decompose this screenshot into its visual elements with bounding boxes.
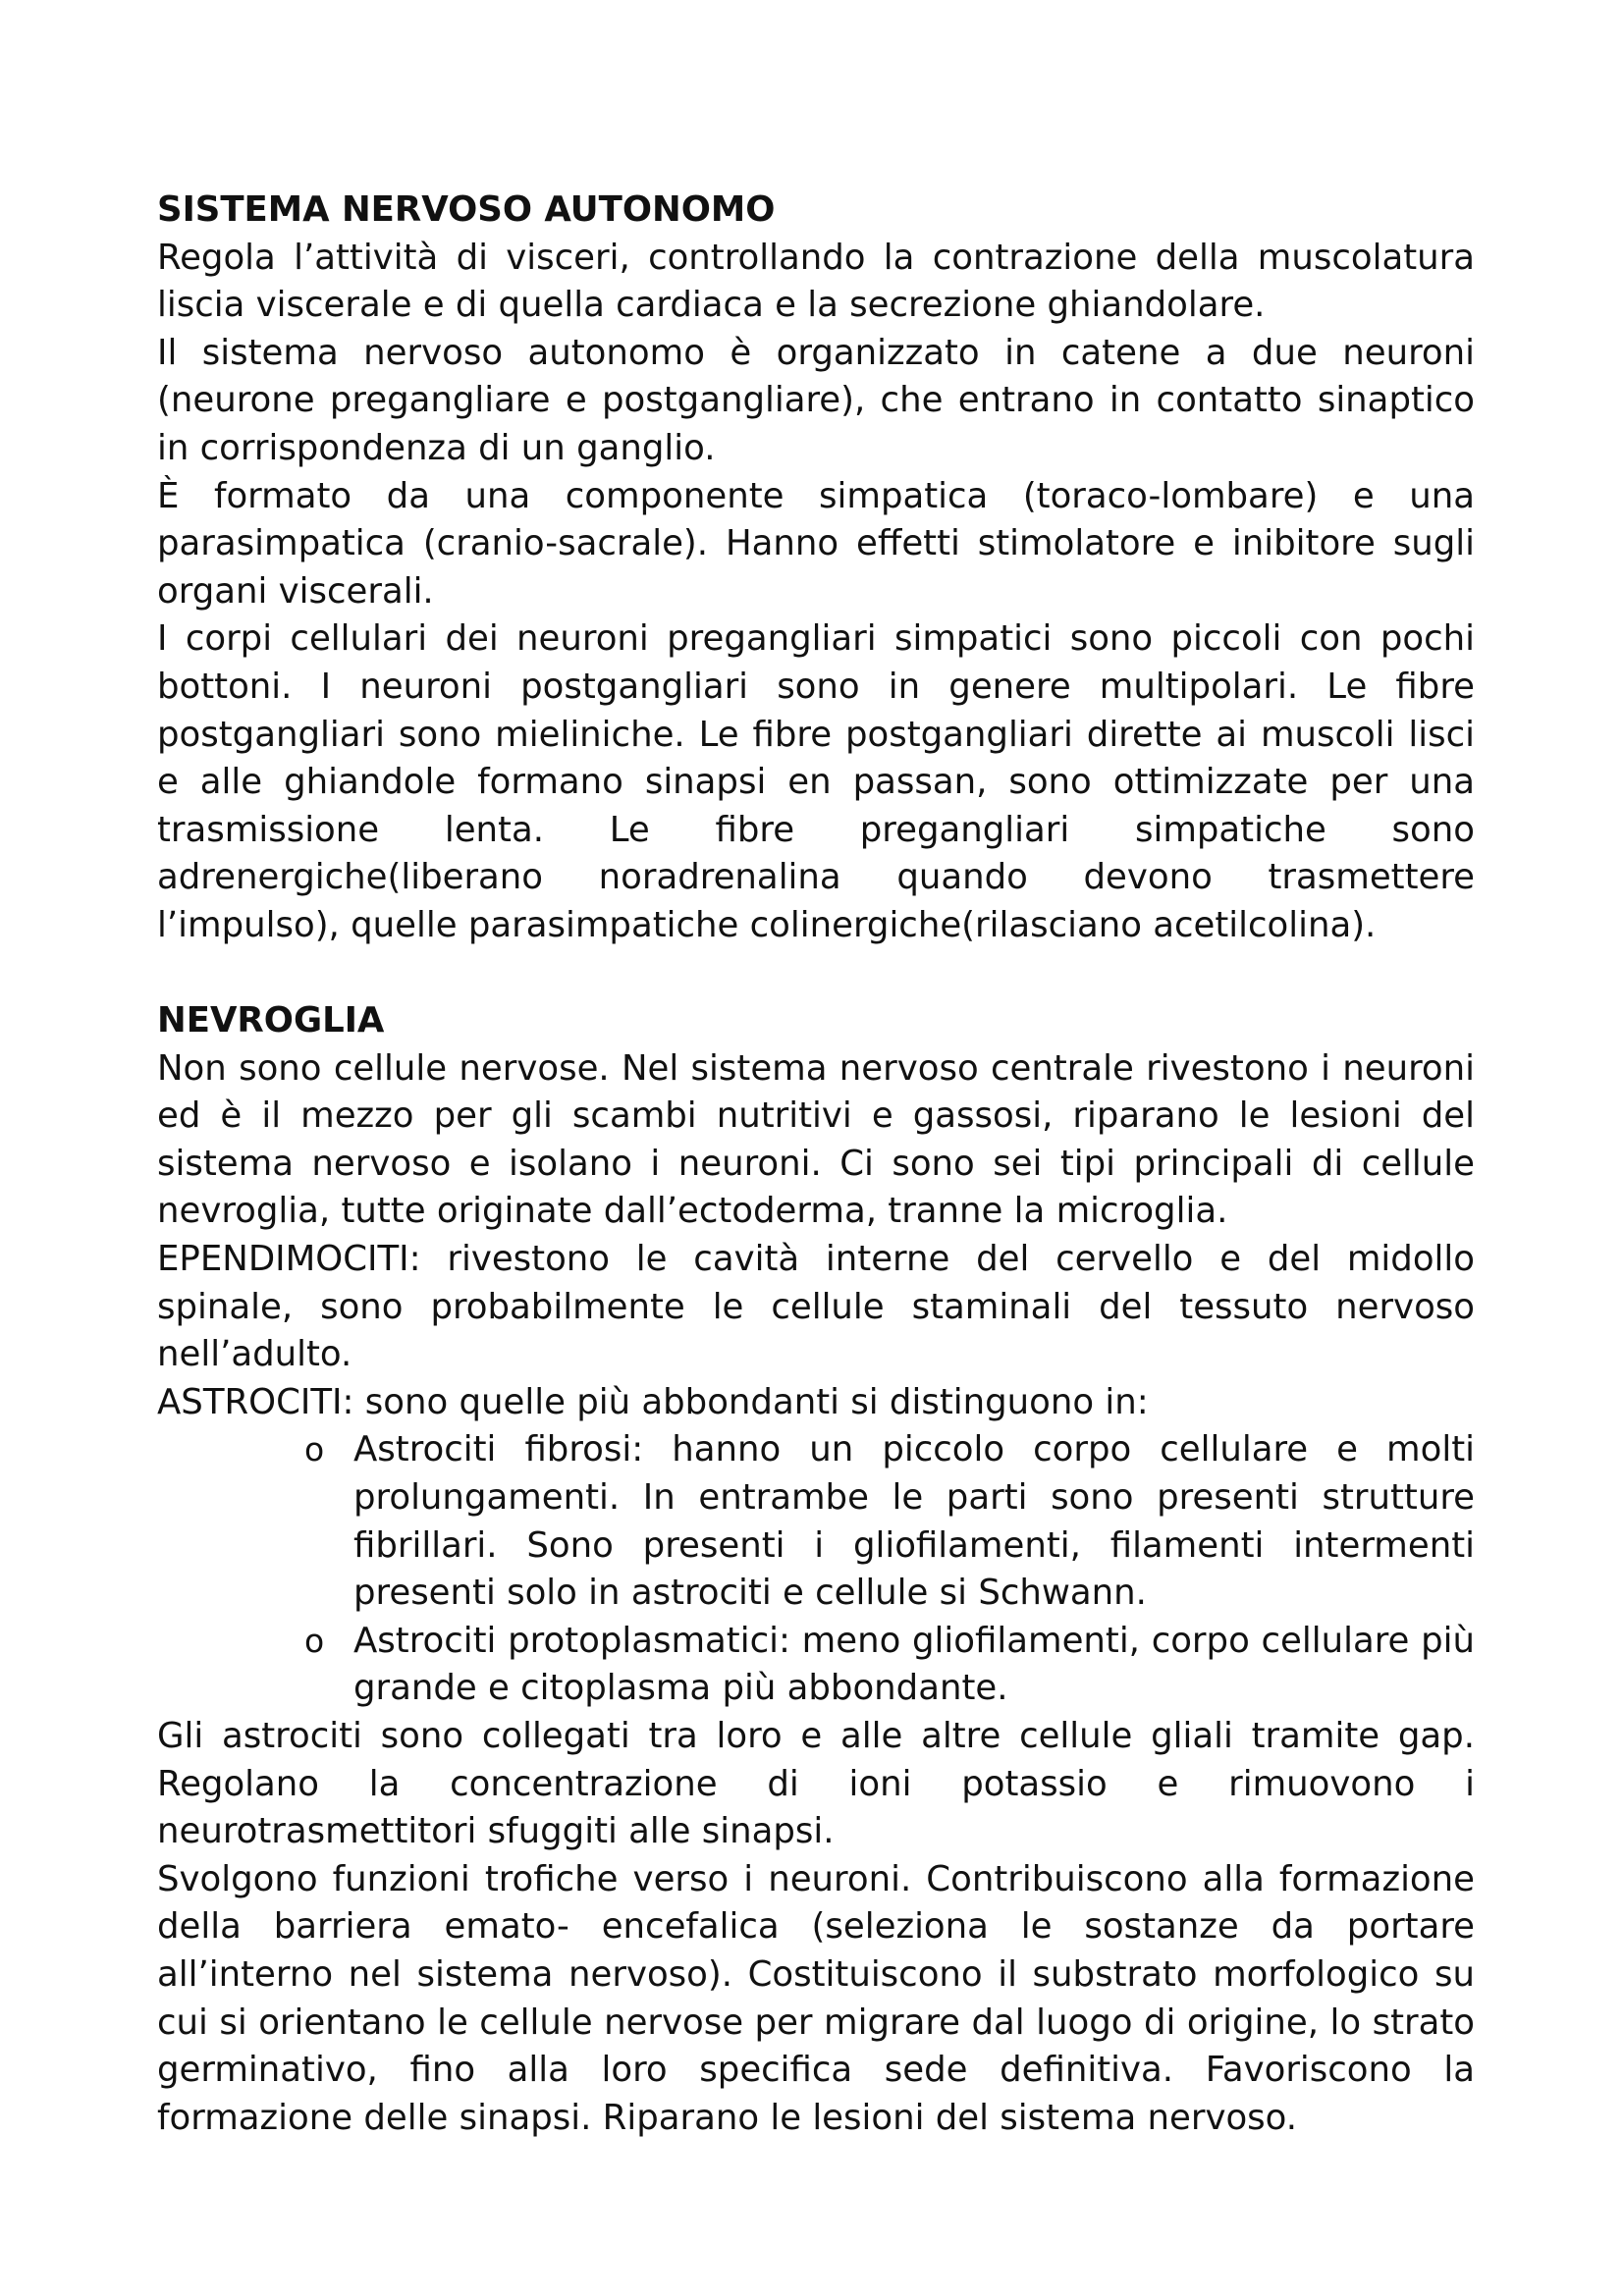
paragraph: I corpi cellulari dei neuroni pregangliari simpatici sono piccoli con pochi bottoni. I neuroni postgangliari sono in genere multipolari. Le fibre postgangliari sono mieliniche. Le fibre postgangliari dirette ai muscoli lisci e alle ghiandole formano sinapsi en passan, sono ottimizzate per una trasmissione lenta. Le fibre pregangliari simpatiche sono adrenergiche(liberano noradrenalina quando devono trasmettere l’impulso), quelle parasimpatiche colinergiche(rilasciano acetilcolina).	[157, 618, 1475, 945]
section-title-sistema-nervoso-autonomo: SISTEMA NERVOSO AUTONOMO	[157, 189, 776, 230]
bullet-marker: o	[304, 1621, 325, 1660]
section-title-nevroglia: NEVROGLIA	[157, 1000, 385, 1041]
list-item	[304, 1426, 1475, 1617]
list-item-text: Astrociti protoplasmatici: meno gliofilamenti, corpo cellulare più grande e citoplasma più abbondante.	[353, 1620, 1475, 1709]
paragraph: Non sono cellule nervose. Nel sistema nervoso centrale rivestono i neuroni ed è il mezzo per gli scambi nutritivi e gassosi, riparano le lesioni del sistema nervoso e isolano i neuroni. Ci sono sei tipi principali di cellule nevroglia, tutte originate dall’ectoderma, tranne la microglia.	[157, 1047, 1475, 1232]
paragraph: È formato da una componente simpatica (toraco-lombare) e una parasimpatica (cranio-sacrale). Hanno effetti stimolatore e inibitore sugli organi viscerali.	[157, 475, 1475, 612]
list-item-text: Astrociti fibrosi: hanno un piccolo corpo cellulare e molti prolungamenti. In entrambe le parti sono presenti strutture fibrillari. Sono presenti i gliofilamenti, filamenti intermenti presenti solo in astrociti e cellule si Schwann.	[353, 1429, 1475, 1614]
astrociti-list	[157, 1426, 1475, 1713]
bullet-marker: o	[304, 1430, 325, 1469]
document-page	[157, 187, 1475, 2142]
paragraph: Il sistema nervoso autonomo è organizzato in catene a due neuroni (neurone pregangliare e postgangliare), che entrano in contatto sinaptico in corrispondenza di un ganglio.	[157, 332, 1475, 468]
paragraph: ASTROCITI: sono quelle più abbondanti si distinguono in:	[157, 1381, 1149, 1422]
section-spacer	[157, 950, 1475, 998]
paragraph: Gli astrociti sono collegati tra loro e alle altre cellule gliali tramite gap. Regolano la concentrazione di ioni potassio e rimuovono i neurotrasmettitori sfuggiti alle sinapsi.	[157, 1716, 1475, 1852]
paragraph: Svolgono funzioni trofiche verso i neuroni. Contribuiscono alla formazione della barriera emato- encefalica (seleziona le sostanze da portare all’interno nel sistema nervoso). Costituiscono il substrato morfologico su cui si orientano le cellule nervose per migrare dal luogo di origine, lo strato germinativo, fino alla loro specifica sede definitiva. Favoriscono la formazione delle sinapsi. Riparano le lesioni del sistema nervoso.	[157, 1858, 1475, 2138]
list-item	[304, 1618, 1475, 1713]
paragraph: Regola l’attività di visceri, controllando la contrazione della muscolatura liscia viscerale e di quella cardiaca e la secrezione ghiandolare.	[157, 237, 1475, 326]
paragraph: EPENDIMOCITI: rivestono le cavità interne del cervello e del midollo spinale, sono probabilmente le cellule staminali del tessuto nervoso nell’adulto.	[157, 1239, 1475, 1375]
